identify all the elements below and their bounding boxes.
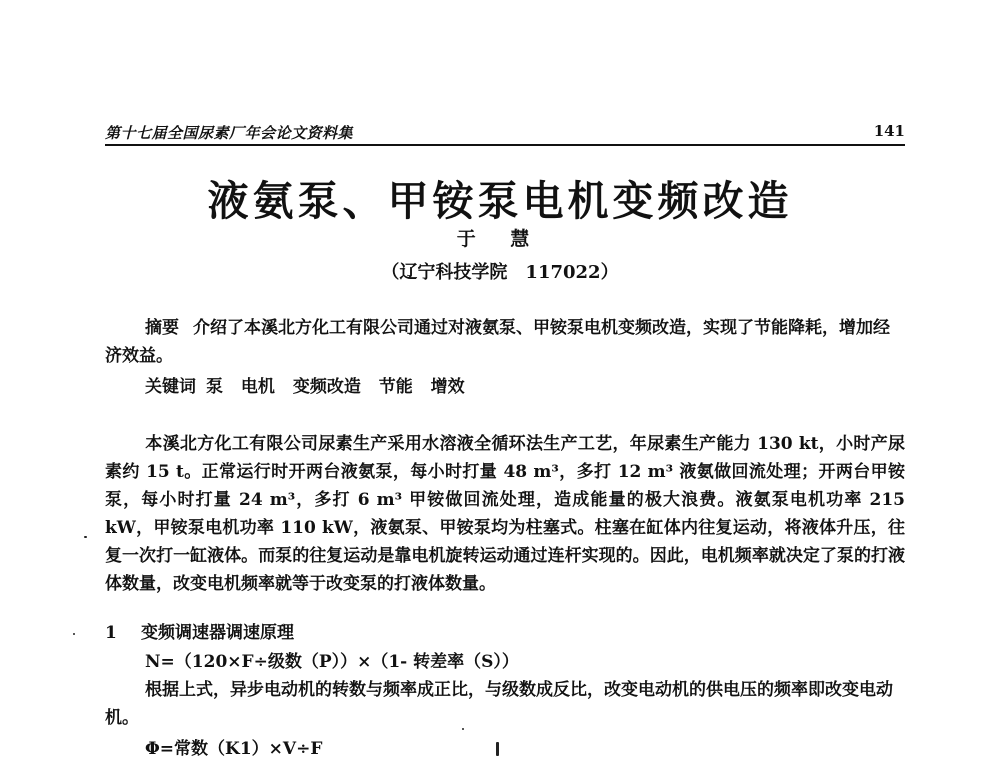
scan-speck [496,742,499,756]
author-name: 于 慧 [456,228,544,250]
formula-explanation-text: 根据上式，异步电动机的转数与频率成正比，与级数成反比，改变电动机的供电压的频率即改变电动机。 [105,680,893,728]
abstract-label: 摘要 [145,318,179,338]
section-number: 1 [105,623,117,643]
paper-title: 液氨泵、甲铵泵电机变频改造 [207,177,793,225]
abstract-text: 介绍了本溪北方化工有限公司通过对液氨泵、甲铵泵电机变频改造，实现了节能降耗，增加经济效益。 [105,318,890,366]
scan-speck [84,536,87,538]
section-heading [105,618,294,643]
scan-speck [462,728,464,730]
running-header [105,122,905,146]
scan-speck [73,633,75,635]
journal-name: 第十七届全国尿素厂年会论文资料集 [105,124,354,142]
keywords-text: 泵 电机 变频改造 节能 增效 [206,377,465,397]
keywords-label: 关键词 [145,377,196,397]
abstract [105,314,905,370]
section-title: 变频调速器调速原理 [141,623,294,643]
keywords [145,372,465,397]
flux-formula: Φ=常数（K1）×V÷F [145,739,323,759]
intro-paragraph [105,430,905,598]
page-number: 141 [873,122,905,140]
speed-formula: N=（120×F÷级数（P））×（1- 转差率（S）） [145,652,519,672]
author-affiliation: （辽宁科技学院 117022） [381,262,619,283]
intro-paragraph-text: 本溪北方化工有限公司尿素生产采用水溶液全循环法生产工艺，年尿素生产能力 130 kt，小时产尿素约 15 t。正常运行时开两台液氨泵，每小时打量 48 m³，多打 12 m³ 液氨做回流处理；开两台甲铵泵，每小时打量 24 m³，多打 6 m³ 甲铵做回流处理，造成能量的极大浪费。液氨泵电机功率 215 kW，甲铵泵电机功率 110 kW，液氨泵、甲铵泵均为柱塞式。柱塞在缸体内往复运动，将液体升压，往复一次打一缸液体。而泵的往复运动是靠电机旋转运动通过连杆实现的。因此，电机频率就决定了泵的打液体数量，改变电机频率就等于改变泵的打液体数量。 [105,434,905,594]
formula-explanation-paragraph [105,676,905,732]
